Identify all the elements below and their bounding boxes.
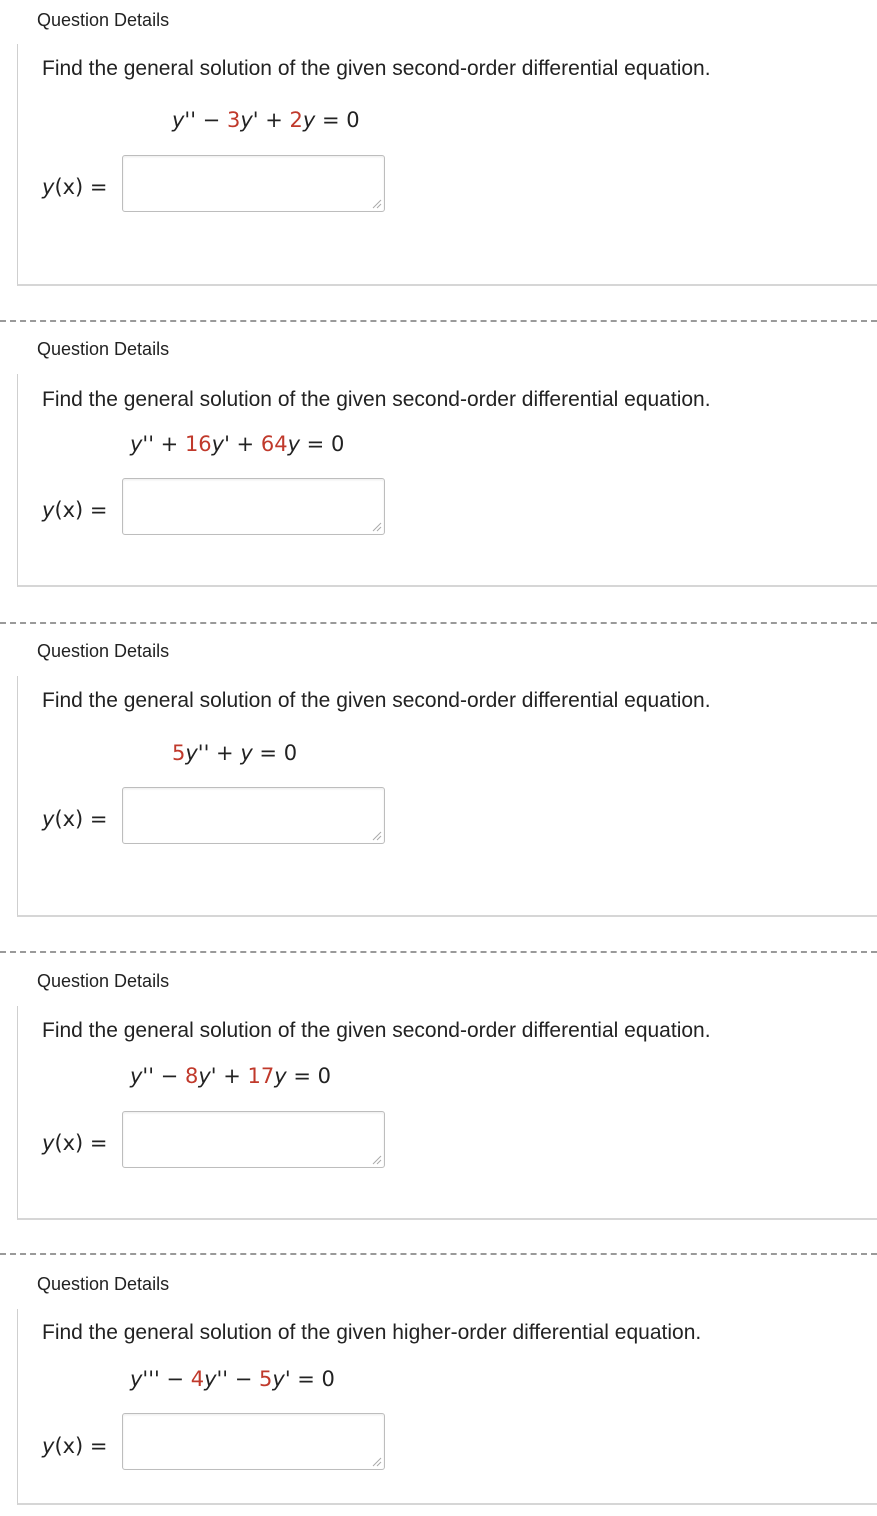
equation-term: y' bbox=[198, 1064, 217, 1088]
answer-label-rest: (x) = bbox=[54, 498, 108, 522]
equation-term: = 0 bbox=[315, 108, 360, 132]
equation-term: y' bbox=[240, 108, 259, 132]
answer-input[interactable] bbox=[122, 155, 385, 212]
question-prompt: Find the general solution of the given second-order differential equation. bbox=[42, 57, 711, 80]
question-header: Question Details bbox=[37, 339, 170, 359]
equation-term: y bbox=[274, 1064, 287, 1088]
question-divider bbox=[0, 1253, 877, 1255]
equation-term: = 0 bbox=[300, 432, 345, 456]
answer-label-var: y bbox=[42, 1131, 55, 1155]
differential-equation bbox=[130, 432, 344, 456]
answer-label-var: y bbox=[42, 807, 55, 831]
question-divider bbox=[0, 320, 877, 322]
differential-equation bbox=[130, 1367, 335, 1391]
equation-term: − bbox=[195, 108, 227, 132]
equation-term: y bbox=[302, 108, 316, 132]
equation-term: − bbox=[228, 1367, 260, 1391]
equation-term: + bbox=[258, 108, 290, 132]
equation-term: = 0 bbox=[290, 1367, 335, 1391]
equation-term: + bbox=[229, 432, 261, 456]
equation-term: y'' bbox=[185, 741, 210, 765]
equation-coefficient: 5 bbox=[259, 1367, 273, 1391]
answer-label-var: y bbox=[42, 1434, 55, 1458]
answer-label bbox=[42, 175, 108, 199]
equation-term: y'' bbox=[172, 108, 196, 132]
question-header: Question Details bbox=[37, 971, 170, 991]
equation-coefficient: 8 bbox=[184, 1064, 199, 1088]
answer-label-rest: (x) = bbox=[54, 1131, 108, 1155]
question-header: Question Details bbox=[37, 641, 170, 661]
equation-coefficient: 64 bbox=[260, 432, 288, 456]
equation-term: + bbox=[216, 1064, 248, 1088]
question-divider bbox=[0, 622, 877, 624]
equation-coefficient: 16 bbox=[184, 432, 212, 456]
answer-label bbox=[42, 1131, 108, 1155]
answer-label-var: y bbox=[42, 498, 55, 522]
resize-handle-icon[interactable] bbox=[370, 520, 382, 532]
equation-term: y''' bbox=[130, 1367, 160, 1391]
resize-handle-icon[interactable] bbox=[370, 829, 382, 841]
equation-term: = 0 bbox=[252, 741, 298, 765]
answer-label bbox=[42, 1434, 108, 1458]
answer-label bbox=[42, 807, 108, 831]
differential-equation bbox=[172, 108, 360, 132]
equation-term: − bbox=[159, 1367, 191, 1391]
equation-term: − bbox=[153, 1064, 185, 1088]
equation-term: y'' bbox=[204, 1367, 229, 1391]
answer-input[interactable] bbox=[122, 1111, 385, 1168]
question-prompt: Find the general solution of the given second-order differential equation. bbox=[42, 689, 711, 712]
answer-label-rest: (x) = bbox=[54, 1434, 108, 1458]
answer-input[interactable] bbox=[122, 478, 385, 535]
question-header: Question Details bbox=[37, 10, 170, 30]
equation-term: y' bbox=[272, 1367, 291, 1391]
resize-handle-icon[interactable] bbox=[370, 1455, 382, 1467]
equation-term: = 0 bbox=[286, 1064, 331, 1088]
answer-label bbox=[42, 498, 108, 522]
equation-coefficient: 4 bbox=[190, 1367, 205, 1391]
equation-coefficient: 2 bbox=[289, 108, 303, 132]
equation-term: y bbox=[240, 741, 253, 765]
resize-handle-icon[interactable] bbox=[370, 1153, 382, 1165]
answer-label-rest: (x) = bbox=[54, 807, 108, 831]
answer-input[interactable] bbox=[122, 1413, 385, 1470]
question-header: Question Details bbox=[37, 1274, 170, 1294]
answer-label-rest: (x) = bbox=[54, 175, 108, 199]
equation-term: y' bbox=[211, 432, 230, 456]
answer-label-var: y bbox=[42, 175, 55, 199]
differential-equation bbox=[172, 741, 297, 765]
resize-handle-icon[interactable] bbox=[370, 197, 382, 209]
question-divider bbox=[0, 951, 877, 953]
equation-term: + bbox=[153, 432, 185, 456]
differential-equation bbox=[130, 1064, 331, 1088]
equation-coefficient: 3 bbox=[226, 108, 241, 132]
question-prompt: Find the general solution of the given second-order differential equation. bbox=[42, 388, 711, 411]
answer-input[interactable] bbox=[122, 787, 385, 844]
question-prompt: Find the general solution of the given higher-order differential equation. bbox=[42, 1321, 702, 1344]
question-prompt: Find the general solution of the given second-order differential equation. bbox=[42, 1019, 711, 1042]
equation-coefficient: 5 bbox=[172, 741, 186, 765]
equation-term: y'' bbox=[130, 432, 154, 456]
equation-term: y bbox=[287, 432, 300, 456]
equation-term: + bbox=[209, 741, 241, 765]
equation-term: y'' bbox=[130, 1064, 154, 1088]
equation-coefficient: 17 bbox=[247, 1064, 275, 1088]
